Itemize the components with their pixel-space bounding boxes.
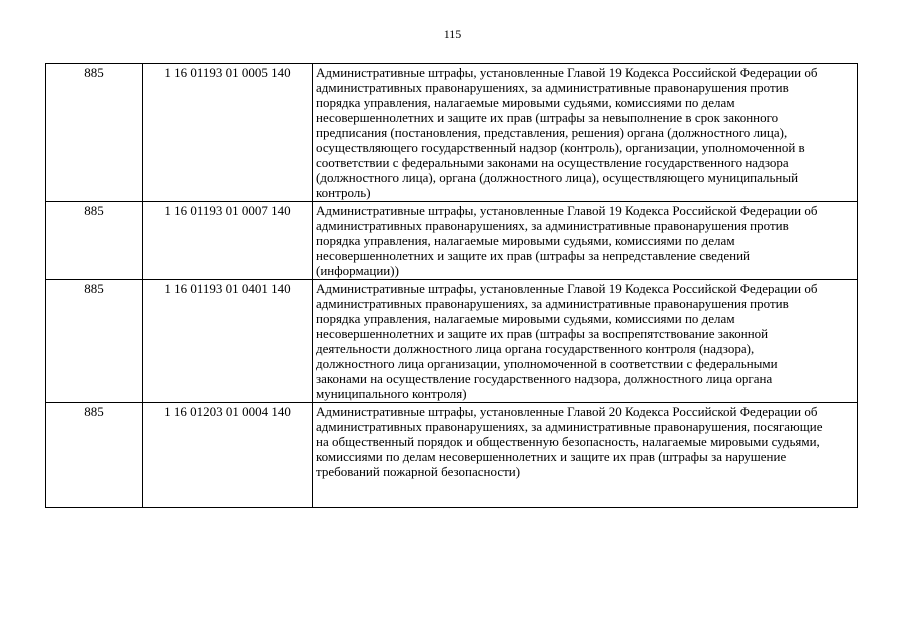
description-line: соответствии с федеральными законами на осуществление государственного надзора	[316, 155, 789, 170]
description-line: (должностного лица), органа (должностного лица), осуществляющего муниципальный	[316, 170, 799, 185]
description-cell	[313, 202, 858, 280]
description-line: должностного лица организации, уполномоченной в соответствии с федеральными	[316, 356, 778, 371]
description-line: административных правонарушениях, за административные правонарушения против	[316, 296, 789, 311]
description-line: деятельности должностного лица органа государственного контроля (надзора),	[316, 341, 755, 356]
description-cell	[313, 403, 858, 508]
description-line: порядка управления, налагаемые мировыми судьями, комиссиями по делам	[316, 311, 735, 326]
admin-code-cell: 885	[46, 64, 143, 202]
description-line: (информации))	[316, 263, 399, 278]
description-line: муниципального контроля)	[316, 386, 467, 401]
description-line: контроль)	[316, 185, 371, 200]
description-line: предписания (постановления, представления, решения) органа (должностного лица),	[316, 125, 788, 140]
description-line: порядка управления, налагаемые мировыми судьями, комиссиями по делам	[316, 233, 735, 248]
description-line: административных правонарушениях, за административные правонарушения против	[316, 218, 789, 233]
description-cell	[313, 280, 858, 403]
description-line: законами на осуществление государственного надзора, должностного лица органа	[316, 371, 773, 386]
table-row	[46, 280, 858, 403]
description-line: несовершеннолетних и защите их прав (штрафы за воспрепятствование законной	[316, 326, 769, 341]
description-line: Административные штрафы, установленные Главой 20 Кодекса Российской Федерации об	[316, 404, 818, 419]
description-line: административных правонарушениях, за административные правонарушения против	[316, 80, 789, 95]
description-line: комиссиями по делам несовершеннолетних и защите их прав (штрафы за нарушение	[316, 449, 787, 464]
description-cell	[313, 64, 858, 202]
description-line: несовершеннолетних и защите их прав (штрафы за невыполнение в срок законного	[316, 110, 779, 125]
description-line: порядка управления, налагаемые мировыми судьями, комиссиями по делам	[316, 95, 735, 110]
kbk-code-cell: 1 16 01203 01 0004 140	[143, 403, 313, 508]
kbk-code-cell: 1 16 01193 01 0007 140	[143, 202, 313, 280]
description-line: Административные штрафы, установленные Главой 19 Кодекса Российской Федерации об	[316, 65, 818, 80]
admin-code-cell: 885	[46, 280, 143, 403]
description-line: Административные штрафы, установленные Главой 19 Кодекса Российской Федерации об	[316, 203, 818, 218]
description-line: на общественный порядок и общественную безопасность, налагаемые мировыми судьями,	[316, 434, 820, 449]
description-line: административных правонарушениях, за административные правонарушения, посягающие	[316, 419, 823, 434]
description-line: несовершеннолетних и защите их прав (штрафы за непредставление сведений	[316, 248, 751, 263]
kbk-code-cell: 1 16 01193 01 0005 140	[143, 64, 313, 202]
table-row	[46, 64, 858, 202]
description-line: Административные штрафы, установленные Главой 19 Кодекса Российской Федерации об	[316, 281, 818, 296]
admin-code-cell: 885	[46, 202, 143, 280]
kbk-code-cell: 1 16 01193 01 0401 140	[143, 280, 313, 403]
table-row	[46, 202, 858, 280]
description-line: осуществляющего государственный надзор (контроль), организации, уполномоченной в	[316, 140, 805, 155]
admin-code-cell: 885	[46, 403, 143, 508]
fees-table	[45, 63, 858, 508]
table-row	[46, 403, 858, 508]
description-line: требований пожарной безопасности)	[316, 464, 521, 479]
page-number: 115	[443, 27, 462, 41]
